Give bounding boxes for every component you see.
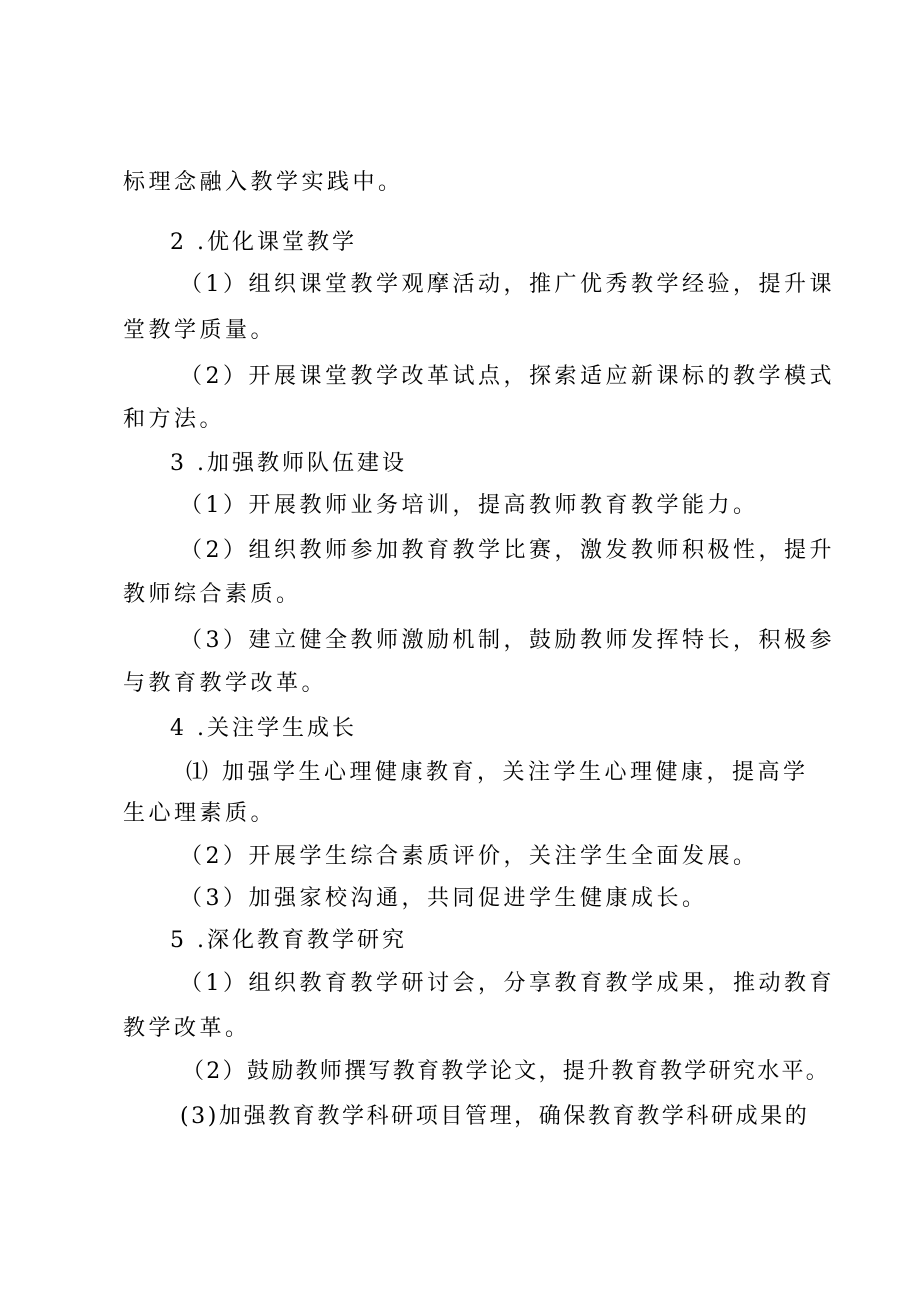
list-item-3-1: （1）开展教师业务培训，提高教师教育教学能力。 xyxy=(180,493,759,518)
list-item-3-3: （3）建立健全教师激励机制，鼓励教师发挥特长，积极参 xyxy=(180,628,835,653)
section-heading-3: 3 .加强教师队伍建设 xyxy=(170,451,407,476)
list-item-4-3: （3）加强家校沟通，共同促进学生健康成长。 xyxy=(180,886,708,911)
list-item-4-1: ⑴ 加强学生心理健康教育，关注学生心理健康，提高学 xyxy=(186,760,809,785)
list-item-5-3: (3)加强教育教学科研项目管理，确保教育教学科研成果的 xyxy=(180,1104,810,1129)
list-item-5-1-continuation: 教学改革。 xyxy=(123,1016,251,1041)
list-item-5-2: （2）鼓励教师撰写教育教学论文，提升教育教学研究水平。 xyxy=(182,1059,831,1084)
list-item-3-2: （2）组织教师参加教育教学比赛，激发教师积极性，提升 xyxy=(180,538,835,563)
list-item-4-2: （2）开展学生综合素质评价，关注学生全面发展。 xyxy=(180,844,759,869)
section-heading-5: 5 .深化教育教学研究 xyxy=(170,928,407,953)
list-item-2-2: （2）开展课堂教学改革试点，探索适应新课标的教学模式 xyxy=(180,364,835,389)
section-heading-2: 2 .优化课堂教学 xyxy=(170,230,357,255)
paragraph-continuation: 标理念融入教学实践中。 xyxy=(123,170,404,195)
list-item-3-3-continuation: 与教育教学改革。 xyxy=(123,671,328,696)
list-item-2-1: （1）组织课堂教学观摩活动，推广优秀教学经验，提升课 xyxy=(180,272,835,297)
section-heading-4: 4 .关注学生成长 xyxy=(170,716,357,741)
list-item-3-2-continuation: 教师综合素质。 xyxy=(123,582,302,607)
list-item-2-2-continuation: 和方法。 xyxy=(123,407,226,432)
list-item-2-1-continuation: 堂教学质量。 xyxy=(123,318,277,343)
list-item-4-1-continuation: 生心理素质。 xyxy=(123,801,277,826)
list-item-5-1: （1）组织教育教学研讨会，分享教育教学成果，推动教育 xyxy=(180,971,835,996)
